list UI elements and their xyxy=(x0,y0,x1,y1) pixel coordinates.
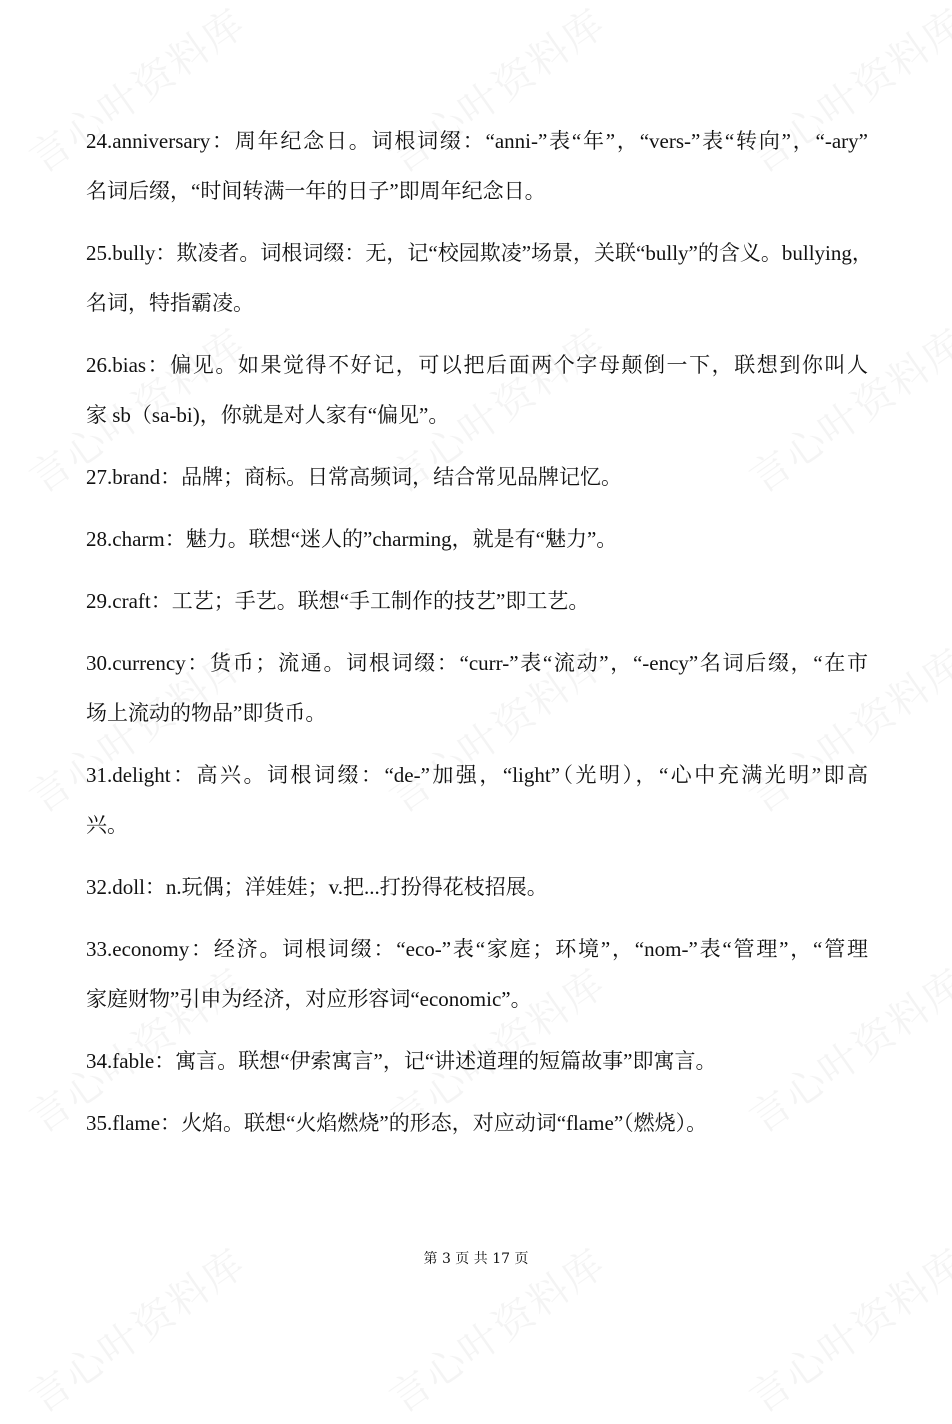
vocab-entry xyxy=(86,1098,868,1148)
entry-line: 兴。 xyxy=(86,813,128,837)
vocab-entry xyxy=(86,340,868,440)
entry-line: 31.delight：高兴。词根词缀：“de-”加强，“light”（光明），“心中充满光明”即高 xyxy=(86,763,868,787)
entry-line: 34.fable：寓言。联想“伊索寓言”，记“讲述道理的短篇故事”即寓言。 xyxy=(86,1049,717,1073)
vocab-entry xyxy=(86,862,868,912)
vocab-entry xyxy=(86,576,868,626)
entry-line: 28.charm：魅力。联想“迷人的”charming，就是有“魅力”。 xyxy=(86,527,618,551)
vocab-entry xyxy=(86,228,873,328)
document-body xyxy=(86,116,873,1160)
entry-line: 名词后缀，“时间转满一年的日子”即周年纪念日。 xyxy=(86,179,546,203)
entry-line: 27.brand：品牌；商标。日常高频词，结合常见品牌记忆。 xyxy=(86,465,623,489)
vocab-entry xyxy=(86,638,868,738)
entry-line: 26.bias：偏见。如果觉得不好记，可以把后面两个字母颠倒一下，联想到你叫人 xyxy=(86,353,868,377)
entry-line: 29.craft：工艺；手艺。联想“手工制作的技艺”即工艺。 xyxy=(86,589,590,613)
entry-line: 名词，特指霸凌。 xyxy=(86,291,254,315)
page-footer: 第 3 页 共 17 页 xyxy=(423,1251,529,1267)
vocab-entry xyxy=(86,452,868,502)
entry-line: 35.flame：火焰。联想“火焰燃烧”的形态，对应动词“flame”（燃烧）。 xyxy=(86,1111,708,1135)
vocab-entry xyxy=(86,116,868,216)
vocab-entry xyxy=(86,1036,868,1086)
entry-line: 家 sb（sa-bi)，你就是对人家有“偏见”。 xyxy=(86,403,450,427)
entry-line: 32.doll：n.玩偶；洋娃娃；v.把...打扮得花枝招展。 xyxy=(86,875,548,899)
vocab-entry xyxy=(86,514,868,564)
entry-line: 30.currency：货币；流通。词根词缀：“curr-”表“流动”，“-ency”名词后缀，“在市 xyxy=(86,651,868,675)
entry-line: 家庭财物”引申为经济，对应形容词“economic”。 xyxy=(86,987,532,1011)
entry-line: 33.economy：经济。词根词缀：“eco-”表“家庭；环境”，“nom-”表“管理”，“管理 xyxy=(86,937,868,961)
entry-line: 场上流动的物品”即货币。 xyxy=(86,701,327,725)
vocab-entry xyxy=(86,924,868,1024)
entry-line: 24.anniversary：周年纪念日。词根词缀：“anni-”表“年”，“vers-”表“转向”，“-ary” xyxy=(86,129,868,153)
entry-line: 25.bully：欺凌者。词根词缀：无，记“校园欺凌”场景，关联“bully”的含义。bullying， xyxy=(86,241,873,265)
vocab-entry xyxy=(86,750,868,850)
